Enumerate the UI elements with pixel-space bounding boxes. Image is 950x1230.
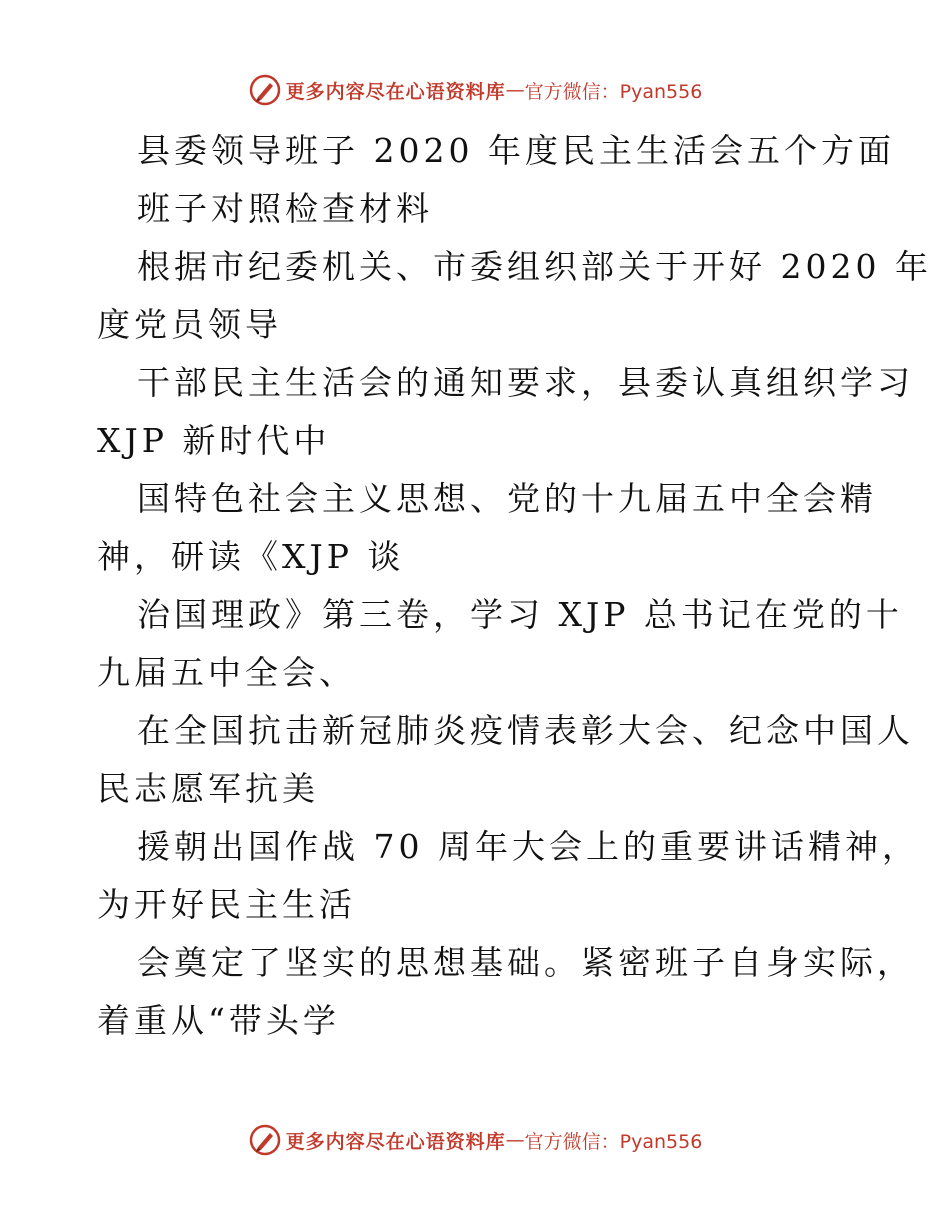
text-line: 治国理政》第三卷，学习 XJP 总书记在党的十 (137, 595, 903, 634)
text-line: 为开好民主生活 (97, 885, 356, 924)
text-line: 班子对照检查材料 (137, 189, 433, 228)
watermark-brand: 更多内容尽在心语资料库 (285, 1130, 506, 1153)
text-line: 会奠定了坚实的思想基础。紧密班子自身实际， (137, 943, 914, 982)
text-line: 县委领导班子 2020 年度民主生活会五个方面 (137, 131, 895, 170)
text-line: 根据市纪委机关、市委组织部关于开好 2020 年 (137, 247, 932, 286)
text-line: 在全国抗击新冠肺炎疫情表彰大会、纪念中国人 (137, 711, 914, 750)
watermark-contact: 官方微信：Pyan556 (524, 1130, 703, 1153)
text-line: 九届五中全会、 (97, 653, 356, 692)
text-line: 干部民主生活会的通知要求，县委认真组织学习 (137, 363, 914, 402)
text-line: 国特色社会主义思想、党的十九届五中全会精 (137, 479, 877, 518)
document-body (97, 122, 932, 1050)
watermark-contact: 官方微信：Pyan556 (524, 80, 703, 103)
footer-watermark (0, 1120, 950, 1160)
pen-logo-icon (248, 73, 282, 107)
text-line: 着重从“带头学 (97, 1001, 340, 1040)
text-line: 援朝出国作战 70 周年大会上的重要讲话精神， (137, 827, 919, 866)
header-watermark (0, 70, 950, 110)
text-line: 神，研读《XJP 谈 (97, 537, 405, 576)
text-line: 民志愿军抗美 (97, 769, 319, 808)
watermark-brand: 更多内容尽在心语资料库 (285, 80, 506, 103)
watermark-separator: — (505, 1129, 525, 1151)
text-line: 度党员领导 (97, 305, 282, 344)
pen-logo-icon (248, 1123, 282, 1157)
text-line: XJP 新时代中 (97, 421, 331, 460)
watermark-separator: — (505, 79, 525, 101)
